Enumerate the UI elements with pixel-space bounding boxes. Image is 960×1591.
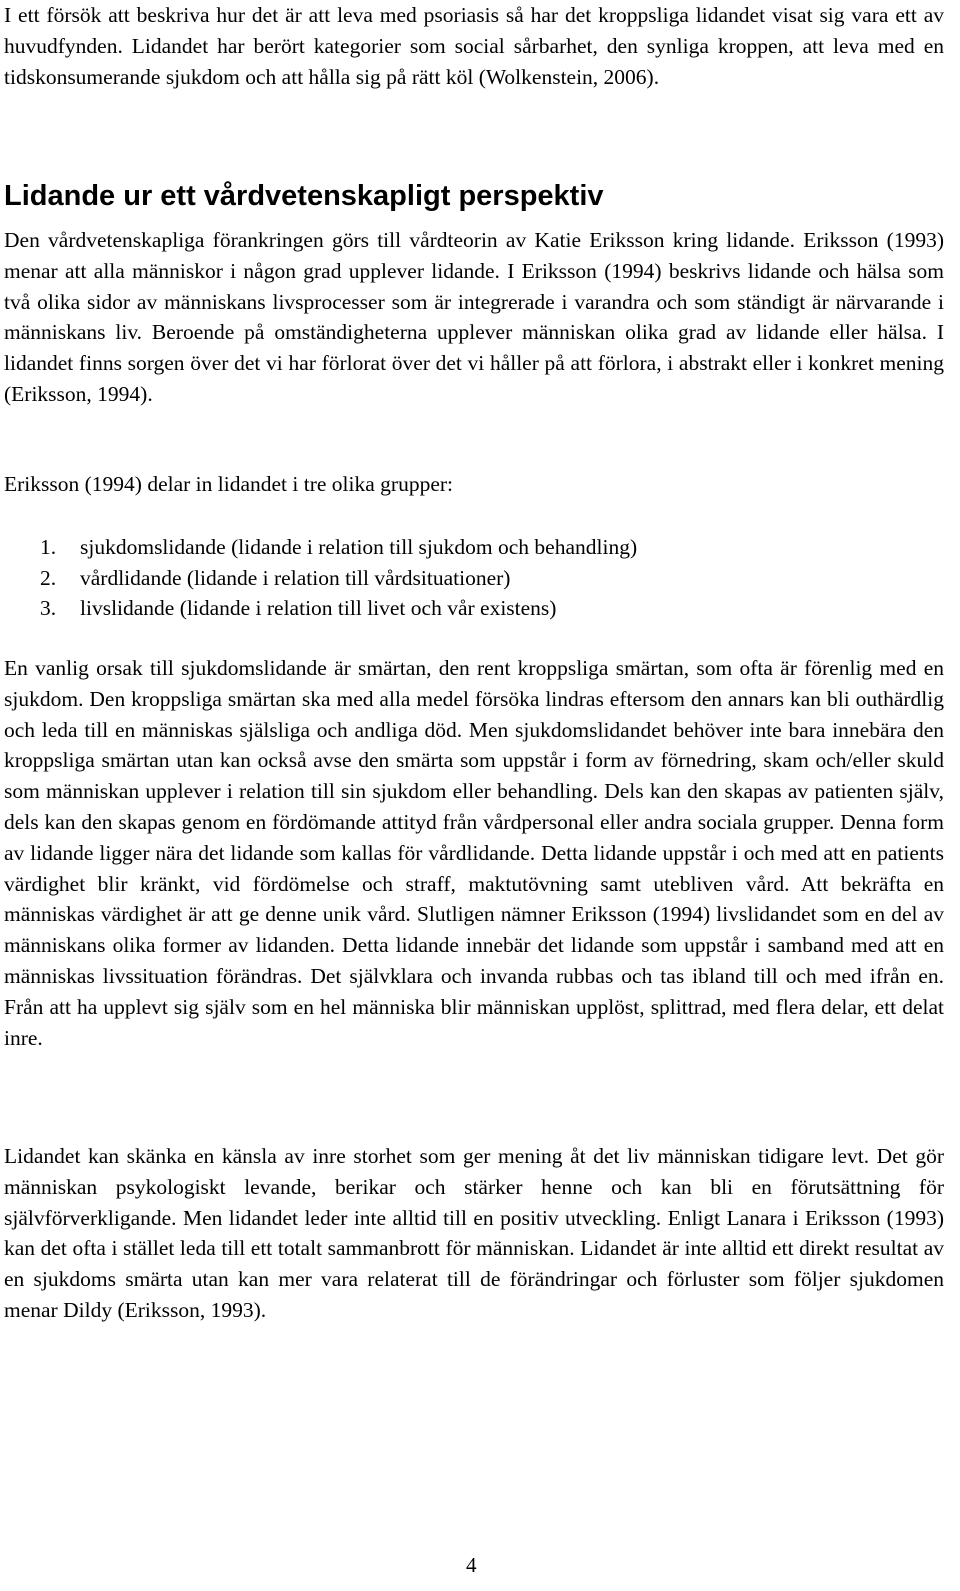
paragraph-4: Lidandet kan skänka en känsla av inre storhet som ger mening åt det liv människan tidigare levt. Det gör människan psykologiskt levande, berikar och stärker henne och kan bli en förutsättning för självförverkligande. Men lidandet leder inte alltid till en positiv utveckling. Enligt Lanara i Eriksson (1993) kan det ofta i stället leda till ett totalt sammanbrott för människan. Lidandet är inte alltid ett direkt resultat av en sjukdoms smärta utan kan mer vara relaterat till de förändringar och förluster som följer sjukdomen menar Dildy (Eriksson, 1993). xyxy=(4,1144,944,1322)
list-item-text: livslidande (lidande i relation till livet och vår existens) xyxy=(80,596,557,620)
list-item-number: 2. xyxy=(40,565,57,590)
section-heading: Lidande ur ett vårdvetenskapligt perspektiv xyxy=(4,180,604,212)
suffering-groups-list xyxy=(40,532,637,624)
list-item-text: vårdlidande (lidande i relation till vårdsituationer) xyxy=(80,565,511,590)
list-item xyxy=(40,563,637,594)
paragraph-2: Eriksson (1994) delar in lidandet i tre olika grupper: xyxy=(4,472,453,496)
list-item-number: 1. xyxy=(40,535,57,559)
paragraph-3: En vanlig orsak till sjukdomslidande är smärtan, den rent kroppsliga smärtan, som ofta är förenlig med en sjukdom. Den kroppsliga smärtan ska med alla medel försöka lindras eftersom den annars kan bli outhärdlig och leda till en människas själsliga och andliga död. Men sjukdomslidandet behöver inte bara innebära den kroppsliga smärtan utan kan också avse den smärta som uppstår i form av förnedring, skam och/eller skuld som människan upplever i relation till sin sjukdom eller behandling. Dels kan den skapas av patienten själv, dels kan den skapas genom en fördömande attityd från vårdpersonal eller andra sociala grupper. Denna form av lidande ligger nära det lidande som kallas för vårdlidande. Detta lidande uppstår i och med att en patients värdighet blir kränkt, vid fördömelse och straff, maktutövning samt utebliven vård. Att bekräfta en människas värdighet är att ge denne unik vård. Slutligen nämner Eriksson (1994) livslidandet som en del av människans olika former av lidanden. Detta lidande innebär det lidande som uppstår i samband med att en människas livssituation förändras. Det självklara och invanda rubbas och tas ibland till och med ifrån en. Från att ha upplevt sig själv som en hel människa blir människan upplöst, splittrad, med flera delar, ett delat inre. xyxy=(4,656,944,1050)
paragraph-1: Den vårdvetenskapliga förankringen görs till vårdteorin av Katie Eriksson kring lidande. Eriksson (1993) menar att alla människor i någon grad upplever lidande. I Eriksson (1994) beskrivs lidande och hälsa som två olika sidor av människans livsprocesser som är integrerade i varandra och som ständigt är närvarande i människans liv. Beroende på omständigheterna upplever människan olika grad av lidande eller hälsa. I lidandet finns sorgen över det vi har förlorat över det vi håller på att förlora, i abstrakt eller i konkret mening (Eriksson, 1994). xyxy=(4,228,944,406)
list-item-number: 3. xyxy=(40,596,57,620)
intro-paragraph: I ett försök att beskriva hur det är att leva med psoriasis så har det kroppsliga lidandet visat sig vara ett av huvudfynden. Lidandet har berört kategorier som social sårbarhet, den synliga kroppen, att leva med en tidskonsumerande sjukdom och att hålla sig på rätt köl (Wolkenstein, 2006). xyxy=(4,3,944,89)
page-number: 4 xyxy=(466,1553,477,1577)
list-item xyxy=(40,593,637,624)
list-item xyxy=(40,532,637,563)
list-item-text: sjukdomslidande (lidande i relation till sjukdom och behandling) xyxy=(80,535,638,559)
